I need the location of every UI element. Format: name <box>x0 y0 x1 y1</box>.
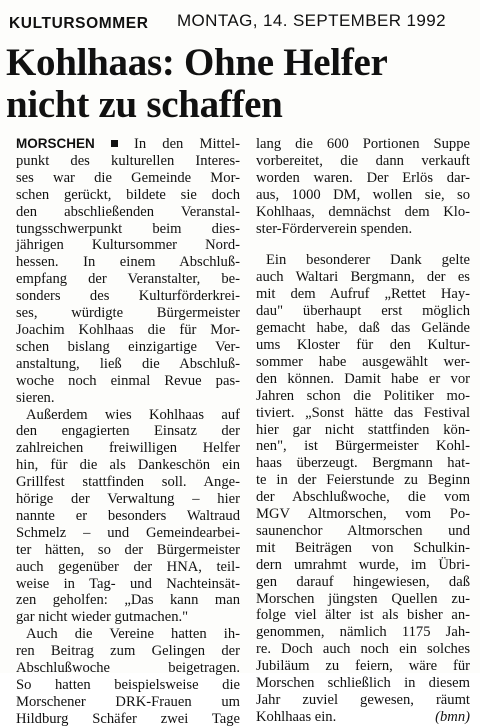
text-line: dern umrahmt wurde, im Übri- <box>256 556 470 573</box>
article-headline <box>6 42 472 126</box>
text-line: sonders des Kulturförderkrei- <box>16 288 240 305</box>
text-line: Kohlhaas, demnächst dem Klo- <box>256 203 470 220</box>
text-line: Hildburg Schäfer zwei Tage <box>16 710 240 727</box>
text-line: hörige der Verwaltung – hier <box>16 491 240 508</box>
text-line: den engagierten Einsatz der <box>16 423 240 440</box>
text-line: ter hätten, so der Bürgermeister <box>16 541 240 558</box>
headline-line-1: Kohlhaas: Ohne Helfer <box>6 41 388 84</box>
text-line: Morschener DRK-Frauen um <box>16 693 240 710</box>
text-line: mit dem Aufruf „Rettet Hay- <box>256 286 470 303</box>
text-line: aus, 1000 DM, wollen sie, so <box>256 186 470 203</box>
paragraph-thanks <box>256 252 470 725</box>
text-line: worden waren. Der Erlös dar- <box>256 169 470 186</box>
paragraph-helpers <box>16 407 240 627</box>
text-line: Morschen schließlich in diesem <box>256 675 470 692</box>
author-signature: (bmn) <box>435 708 470 725</box>
text-line: saunenchor Altmorschen und <box>256 522 470 539</box>
text-line: ster-Förderverein spenden. <box>256 220 413 237</box>
text-line: Grillfest stattfinden soll. Ange- <box>16 474 240 491</box>
text-line: folge viel älter ist als bisher an- <box>256 607 470 624</box>
text-line: jährigen Kultursommer Nord- <box>16 237 240 254</box>
text-line: tiviert. „Sonst hätte das Festival <box>256 404 470 421</box>
text-line: auch gegenüber der HNA, teil- <box>16 558 240 575</box>
text-line: Jubiläum zu feiern, wäre für <box>256 658 470 675</box>
text-line: Auch die Vereine hatten ih- <box>26 626 240 643</box>
article-column-right <box>256 136 470 726</box>
text-line: dau" überhaupt erst möglich <box>256 303 470 320</box>
text-line: schen gerückt, bildete sie doch <box>16 186 240 203</box>
text-line: auch Waltari Bergmann, der es <box>256 269 470 286</box>
text-line: gar nicht wieder gutmachen." <box>16 609 189 626</box>
text-line: Ein besonderer Dank gelte <box>266 252 470 269</box>
text-line: tungsschwerpunkt beim dies- <box>16 220 240 237</box>
clipping-header <box>9 9 469 35</box>
text-line: zahlreichen freiwilligen Helfer <box>16 440 240 457</box>
article-column-left <box>16 136 240 728</box>
text-line: gen darauf hingewiesen, daß <box>256 573 470 590</box>
text-line: hier gar nicht stattfinden kön- <box>256 421 470 438</box>
text-line: hin, für die als Dankeschön ein <box>16 457 240 474</box>
text-line: te in der Feierstunde zu Beginn <box>256 472 470 489</box>
text-line: anstaltung, ließ die Abschluß- <box>16 355 240 372</box>
text-line: punkt des kulturellen Interes- <box>16 152 240 169</box>
section-rubric: KULTURSOMMER <box>9 15 149 32</box>
text-line: lang die 600 Portionen Suppe <box>256 136 470 152</box>
text-line: genommen, nämlich 1175 Jah- <box>256 624 470 641</box>
black-square-icon <box>111 140 118 147</box>
text-line: empfang der Veranstalter, be- <box>16 271 240 288</box>
paragraph-soup <box>256 136 470 237</box>
text-line: Morschen jüngsten Quellen zu- <box>256 590 470 607</box>
text-line: So hatten beispielsweise die <box>16 677 240 693</box>
closing-line <box>256 709 470 726</box>
text-line: MORSCHEN In den Mittel- <box>16 136 241 152</box>
text-line: MGV Altmorschen, vom Po- <box>256 506 470 523</box>
paragraph-intro <box>16 136 240 407</box>
text-line: den abschließenden Veranstal- <box>16 203 240 220</box>
text-line: Abschlußwoche beigetragen. <box>16 660 240 677</box>
text-line: haas überzeugt. Bergmann hat- <box>256 455 470 472</box>
headline-line-2: nicht zu schaffen <box>6 83 283 126</box>
text-line: Joachim Kohlhaas die für Mor- <box>16 321 240 338</box>
paragraph-spacer <box>256 237 470 252</box>
text-line: sieren. <box>16 389 55 406</box>
text-line: den können. Damit habe er vor <box>256 370 470 387</box>
text-line: ums Kloster für den Kultur- <box>256 336 470 353</box>
text-line: Jahren schon die Politiker mo- <box>256 387 470 404</box>
text-line: weise in Tag- und Nachteinsät- <box>16 575 240 592</box>
text-line: gemacht habe, daß das Gelände <box>256 320 470 337</box>
text-line: der Abschlußwoche, die vom <box>256 489 470 506</box>
dateline-location: MORSCHEN <box>16 136 95 151</box>
text-line: zen geholfen: „Das kann man <box>16 592 240 609</box>
text-line: nen", ist Bürgermeister Kohl- <box>256 438 470 455</box>
text-line: re. Doch auch noch ein solches <box>256 641 470 658</box>
text-line: schen bislang einzigartige Ver- <box>16 338 240 355</box>
text-line: ses war die Gemeinde Mor- <box>16 169 240 186</box>
text-line: nannte er besonders Waltraud <box>16 507 240 524</box>
text-line: Kohlhaas ein. <box>256 708 337 725</box>
text-line: Jahr zuviel gewesen, räumt <box>256 692 470 708</box>
text-line: Schmelz – und Gemeindearbei- <box>16 524 240 541</box>
text-line: hessen. In einem Abschluß- <box>16 254 240 271</box>
text-line: sommer habe ausgewählt wer- <box>256 353 470 370</box>
text-line: ses, würdigte Bürgermeister <box>16 305 240 322</box>
publication-date: MONTAG, 14. SEPTEMBER 1992 <box>177 11 446 30</box>
text-line: Außerdem wies Kohlhaas auf <box>26 406 240 423</box>
paragraph-clubs <box>16 626 240 727</box>
text-line: woche noch einmal Revue pas- <box>16 372 240 389</box>
text-line: mit Beiträgen von Schulkin- <box>256 539 470 556</box>
text-line: vorbereitet, die dann verkauft <box>256 152 470 169</box>
text-line: ren Beitrag zum Gelingen der <box>16 643 240 660</box>
